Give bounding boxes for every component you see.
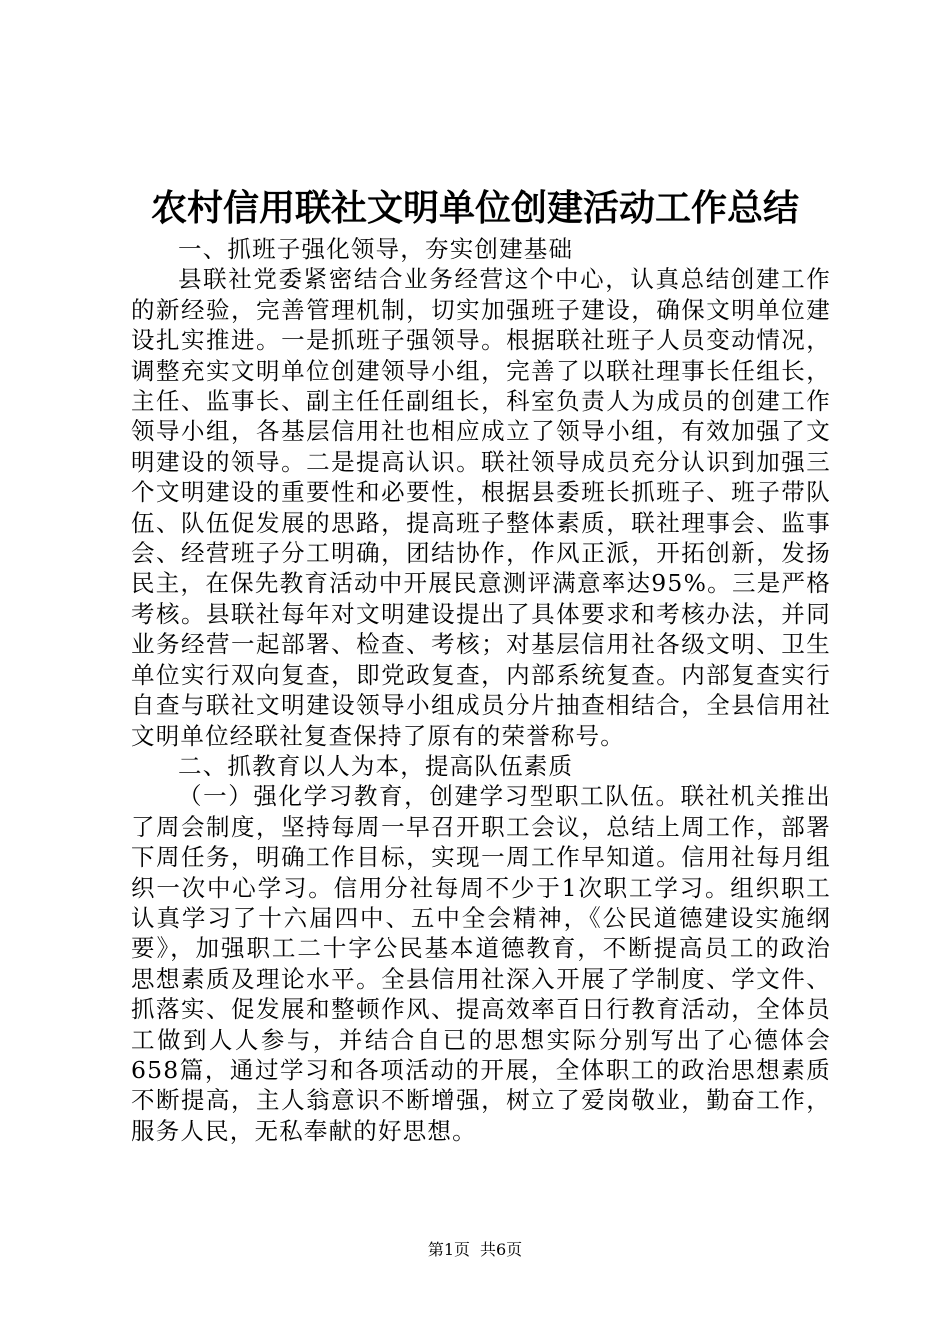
section-2-heading: 二、抓教育以人为本，提高队伍素质 [178, 751, 574, 780]
page-footer [0, 1240, 950, 1260]
section-1-paragraph: 县联社党委紧密结合业务经营这个中心，认真总结创建工作的新经验，完善管理机制，切实加强班子建设，确保文明单位建设扎实推进。一是抓班子强领导。根据联社班子人员变动情况，调整充实文明单位创建领导小组，完善了以联社理事长任组长，主任、监事长、副主任任副组长，科室负责人为成员的创建工作领导小组，各基层信用社也相应成立了领导小组，有效加强了文明建设的领导。二是提高认识。联社领导成员充分认识到加强三个文明建设的重要性和必要性，根据县委班长抓班子、班子带队伍、队伍促发展的思路，提高班子整体素质，联社理事会、监事会、经营班子分工明确，团结协作，作风正派，开拓创新，发扬民主，在保先教育活动中开展民意测评满意率达95%。三是严格考核。县联社每年对文明建设提出了具体要求和考核办法，并同业务经营一起部署、检查、考核；对基层信用社各级文明、卫生单位实行双向复查，即党政复查，内部系统复查。内部复查实行自查与联社文明建设领导小组成员分片抽查相结合，全县信用社文明单位经联社复查保持了原有的荣誉称号。 [131, 265, 831, 750]
page-number: 第1页 [427, 1240, 470, 1259]
document-title: 农村信用联社文明单位创建活动工作总结 [150, 187, 799, 229]
page-total: 共6页 [480, 1240, 523, 1259]
section-2-paragraph: （一）强化学习教育，创建学习型职工队伍。联社机关推出了周会制度，坚持每周一早召开职工会议，总结上周工作，部署下周任务，明确工作目标，实现一周工作早知道。信用社每月组织一次中心学习。信用分社每周不少于1次职工学习。组织职工认真学习了十六届四中、五中全会精神，《公民道德建设实施纲要》，加强职工二十字公民基本道德教育，不断提高员工的政治思想素质及理论水平。全县信用社深入开展了学制度、学文件、抓落实、促发展和整顿作风、提高效率百日行教育活动，全体员工做到人人参与，并结合自已的思想实际分别写出了心德体会658篇，通过学习和各项活动的开展，全体职工的政治思想素质不断提高，主人翁意识不断增强，树立了爱岗敬业，勤奋工作，服务人民，无私奉献的好思想。 [131, 782, 831, 1145]
document-body [131, 234, 831, 1146]
section-1-heading: 一、抓班子强化领导，夯实创建基础 [178, 235, 574, 263]
